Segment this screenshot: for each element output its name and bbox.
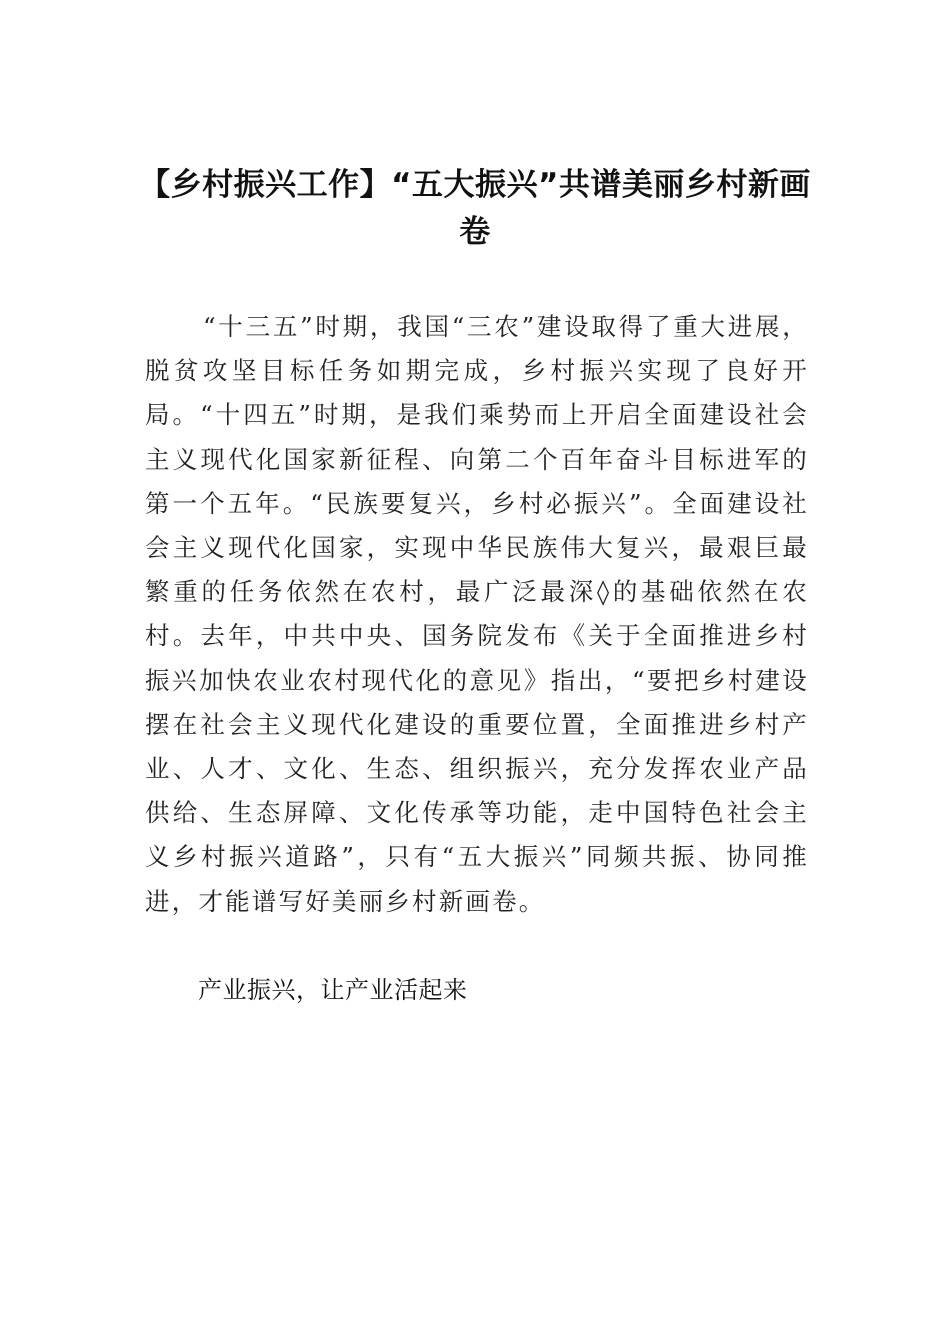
body-paragraph: “十三五”时期，我国“三农”建设取得了重大进展，脱贫攻坚目标任务如期完成，乡村振兴实现了良好开局。“十四五”时期，是我们乘势而上开启全面建设社会主义现代化国家新征程、向第二个百年奋斗目标进军的第一个五年。“民族要复兴，乡村必振兴”。全面建设社会主义现代化国家，实现中华民族伟大复兴，最艰巨最繁重的任务依然在农村，最广泛最深◊的基础依然在农村。去年，中共中央、国务院发布《关于全面推进乡村振兴加快农业农村现代化的意见》指出，“要把乡村建设摆在社会主义现代化建设的重要位置，全面推进乡村产业、人才、文化、生态、组织振兴，充分发挥农业产品供给、生态屏障、文化传承等功能，走中国特色社会主义乡村振兴道路”，只有“五大振兴”同频共振、协同推进，才能谱写好美丽乡村新画卷。 [145,312,809,916]
document-title: 【乡村振兴工作】“五大振兴”共谱美丽乡村新画卷 [139,167,811,250]
section-heading: 产业振兴，让产业活起来 [198,976,468,1004]
